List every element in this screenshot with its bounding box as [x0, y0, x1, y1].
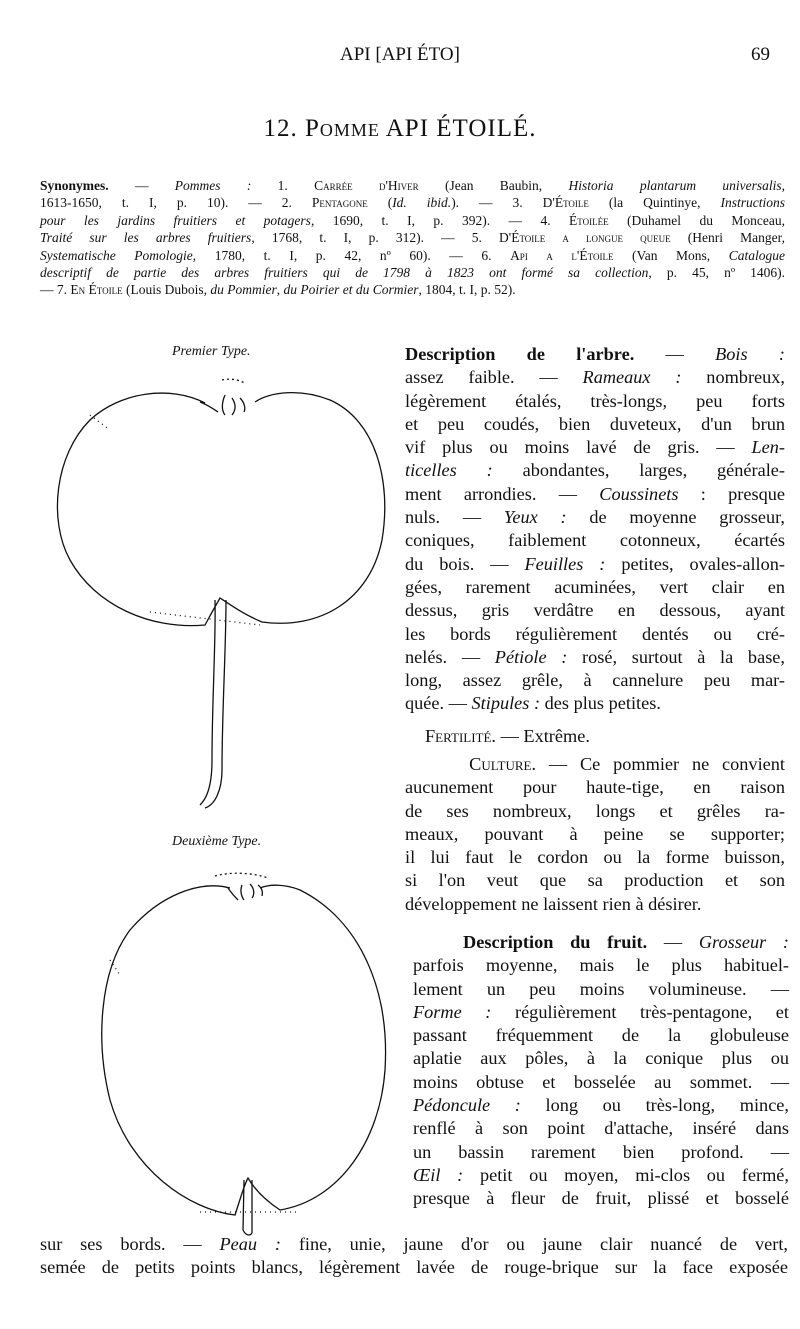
text-segment: presque à fleur de fruit, plissé et bosselé	[413, 1188, 789, 1209]
culture-paragraph	[405, 753, 785, 916]
text-segment: (Louis Dubois,	[122, 282, 211, 298]
text-line	[405, 459, 785, 482]
text-segment: Synonymes.	[40, 178, 109, 193]
text-segment: (	[367, 195, 393, 211]
text-segment: (Van Mons,	[613, 247, 729, 263]
text-segment: régulièrement très-pentagone, et	[491, 1001, 789, 1022]
text-line	[405, 669, 785, 692]
text-segment: ticelles :	[405, 460, 493, 481]
text-segment: semée de petits points blancs, légèrement lavée de rouge-brique sur la face exposée	[40, 1257, 788, 1278]
text-line	[405, 893, 785, 916]
figure-caption-premier-type: Premier Type.	[172, 344, 251, 359]
text-segment: , 1768, t. I, p. 312). — 5.	[251, 230, 500, 246]
text-line	[405, 413, 785, 436]
text-line	[413, 1094, 789, 1117]
text-segment: Étoilée	[569, 212, 609, 228]
text-segment: Traité sur les arbres fruitiers	[40, 230, 252, 246]
text-line	[413, 1024, 789, 1047]
text-line	[413, 1047, 789, 1070]
text-segment: et peu coudés, bien duveteux, d'un brun	[405, 413, 785, 434]
text-segment	[413, 932, 463, 952]
text-line	[405, 846, 785, 869]
text-line	[405, 599, 785, 622]
text-segment: nuls. —	[405, 507, 504, 528]
text-line	[413, 1117, 789, 1140]
text-segment: Carrée d'Hiver	[314, 178, 419, 193]
fertility-paragraph	[425, 725, 785, 748]
text-segment: , p. 45, nº 1406).	[648, 265, 785, 281]
text-line	[413, 1071, 789, 1094]
running-head: API [API ÉTO]	[340, 44, 460, 65]
text-line	[405, 390, 785, 413]
text-line	[405, 366, 785, 389]
text-segment: passant fréquemment de la globuleuse	[413, 1025, 789, 1046]
text-segment: : presque	[678, 483, 785, 504]
text-segment: descriptif de partie des arbres fruitiers qui de 1798 à 1823 ont formé sa collection	[40, 265, 649, 281]
text-segment: nombreux,	[681, 367, 785, 388]
text-segment: Pédoncule :	[413, 1095, 521, 1116]
text-segment: Pommes :	[174, 178, 252, 193]
text-segment: vif plus ou moins lavé de gris. —	[405, 437, 752, 458]
text-line	[405, 436, 785, 459]
title-pomme: Pomme	[304, 115, 380, 142]
title-name: API ÉTOILÉ.	[385, 115, 537, 142]
tree-description-paragraph	[405, 343, 785, 716]
text-line	[405, 553, 785, 576]
text-segment: (Henri Manger,	[670, 230, 785, 246]
text-segment	[405, 754, 469, 774]
text-segment: , 1804, t. I, p. 52).	[418, 282, 516, 298]
text-segment: Yeux :	[503, 507, 567, 528]
text-line	[40, 1233, 788, 1256]
text-segment: —	[108, 178, 175, 193]
text-line	[413, 978, 789, 1001]
text-segment: Forme :	[413, 1001, 492, 1022]
text-segment: renflé à son point d'attache, inséré dans	[413, 1118, 789, 1139]
text-line	[405, 506, 785, 529]
text-segment: Historia plantarum universalis,	[568, 178, 786, 193]
text-segment: pour les jardins fruitiers et potagers	[40, 212, 311, 228]
text-line	[405, 343, 785, 366]
text-segment: , 1690, t. I, p. 392). — 4.	[310, 212, 570, 228]
text-segment: légèrement étalés, très-longs, peu forts	[405, 390, 785, 411]
text-segment: Pentagone	[311, 195, 368, 211]
text-line	[40, 1256, 788, 1279]
text-segment: Œil :	[413, 1164, 464, 1185]
fruit-description-paragraph	[413, 931, 789, 1211]
page-number: 69	[751, 44, 770, 65]
text-segment: si l'on veut que sa production et son	[405, 870, 785, 891]
text-segment: coniques, faiblement cotonneux, écartés	[405, 530, 785, 551]
text-segment: développement ne laissent rien à désirer.	[405, 893, 702, 914]
text-segment: Api a l'Étoile	[510, 247, 614, 263]
text-segment: Coussinets	[599, 483, 679, 504]
text-segment: les bords régulièrement dentés ou cré-	[405, 623, 785, 644]
text-segment: (Jean Baubin,	[418, 178, 569, 193]
text-segment: lement un peu moins volumineuse. —	[413, 978, 789, 999]
text-segment: il lui faut le cordon ou la forme buisson,	[405, 847, 785, 868]
text-segment: —	[647, 932, 699, 952]
text-line	[413, 1141, 789, 1164]
text-line	[405, 869, 785, 892]
text-segment: Rameaux :	[582, 367, 682, 388]
text-line	[425, 725, 785, 748]
text-segment: du Pommier	[210, 282, 277, 298]
text-line	[413, 1001, 789, 1024]
text-segment: Culture.	[469, 754, 537, 774]
text-segment: de ses nombreux, longs et grêles ra-	[405, 800, 785, 821]
text-segment: D'Étoile	[542, 195, 589, 211]
text-segment: nelés. —	[405, 646, 495, 667]
text-segment: petites, ovales-allon-	[605, 553, 785, 574]
text-segment: (la Quintinye,	[588, 195, 721, 211]
text-segment: long, assez grêle, à cannelure peu mar-	[405, 670, 785, 691]
text-segment: ). — 3.	[451, 195, 543, 211]
text-line	[405, 576, 785, 599]
text-line	[405, 646, 785, 669]
text-segment: petit ou moyen, mi-clos ou fermé,	[463, 1164, 789, 1185]
text-line	[405, 823, 785, 846]
text-segment: ,	[276, 282, 284, 298]
text-segment: D'Étoile a longue queue	[499, 230, 671, 246]
text-segment: des plus petites.	[540, 693, 661, 714]
text-segment: gées, rarement acuminées, vert clair en	[405, 576, 785, 597]
text-segment: Bois :	[715, 344, 785, 364]
text-segment: Peau :	[219, 1234, 281, 1254]
text-segment: Id. ibid.	[392, 195, 452, 211]
title-number: 12.	[263, 115, 298, 142]
text-segment: Pétiole :	[494, 646, 568, 667]
text-segment: Feuilles :	[524, 553, 606, 574]
text-segment: , 1780, t. I, p. 42, nº 60). — 6.	[192, 247, 511, 263]
text-segment: meaux, pouvant à peine se supporter;	[405, 823, 785, 844]
text-segment: du Poirier et du Cormier	[283, 282, 419, 298]
text-segment: parfois moyenne, mais le plus habituel-	[413, 955, 789, 976]
text-segment: quée. —	[405, 693, 472, 714]
text-segment: aucunement pour haute-tige, en raison	[405, 777, 785, 798]
text-line	[405, 529, 785, 552]
text-segment: sur ses bords. —	[40, 1234, 220, 1254]
text-segment: — Extrême.	[496, 726, 590, 746]
text-segment: Stipules :	[471, 693, 541, 714]
text-line	[413, 931, 789, 954]
text-line	[405, 483, 785, 506]
text-segment: 1613-1650, t. I, p. 10). — 2.	[40, 195, 312, 211]
text-segment: aplatie aux pôles, à la conique plus ou	[413, 1048, 789, 1069]
text-segment: assez faible. —	[405, 367, 583, 388]
fruit-description-continued	[40, 1233, 788, 1280]
text-segment: Len-	[751, 437, 785, 458]
text-segment: fine, unie, jaune d'or ou jaune clair nuancé de vert,	[280, 1234, 788, 1254]
text-line	[413, 1187, 789, 1210]
text-segment: Instructions	[720, 195, 786, 211]
text-line	[405, 800, 785, 823]
text-segment: (Duhamel du Monceau,	[608, 212, 785, 228]
text-line	[413, 954, 789, 977]
text-segment: — 7.	[40, 282, 71, 298]
text-segment: —	[634, 344, 716, 364]
text-segment: — Ce pommier ne convient	[536, 754, 785, 774]
text-segment: rosé, surtout à la base,	[567, 646, 785, 667]
text-line	[413, 1164, 789, 1187]
text-line	[405, 692, 785, 715]
text-segment: Description du fruit.	[463, 932, 648, 952]
apple-outline-premier-type	[57, 379, 384, 808]
text-segment: long ou très-long, mince,	[520, 1095, 789, 1116]
text-segment: En Étoile	[70, 282, 123, 298]
text-segment: Description de l'arbre.	[405, 344, 635, 364]
figure-caption-deuxieme-type: Deuxième Type.	[172, 834, 262, 849]
text-line	[405, 753, 785, 776]
text-line	[405, 623, 785, 646]
text-segment: 1.	[251, 178, 315, 193]
text-segment: ment arrondies. —	[405, 483, 600, 504]
text-segment: dessus, gris verdâtre en dessous, ayant	[405, 600, 785, 621]
text-segment: de moyenne grosseur,	[566, 507, 786, 528]
text-segment: Fertilité.	[425, 726, 496, 746]
apple-outline-deuxieme-type	[102, 873, 386, 1235]
text-line	[405, 776, 785, 799]
text-segment: abondantes, larges, générale-	[492, 460, 786, 481]
text-segment: Systematische Pomologie	[40, 247, 193, 263]
text-segment: un bassin rarement bien profond. —	[413, 1141, 789, 1162]
text-segment: Catalogue	[728, 247, 785, 263]
text-segment: du bois. —	[405, 553, 525, 574]
text-segment: moins obtuse et bosselée au sommet. —	[413, 1071, 789, 1092]
text-segment: Grosseur :	[698, 932, 789, 952]
